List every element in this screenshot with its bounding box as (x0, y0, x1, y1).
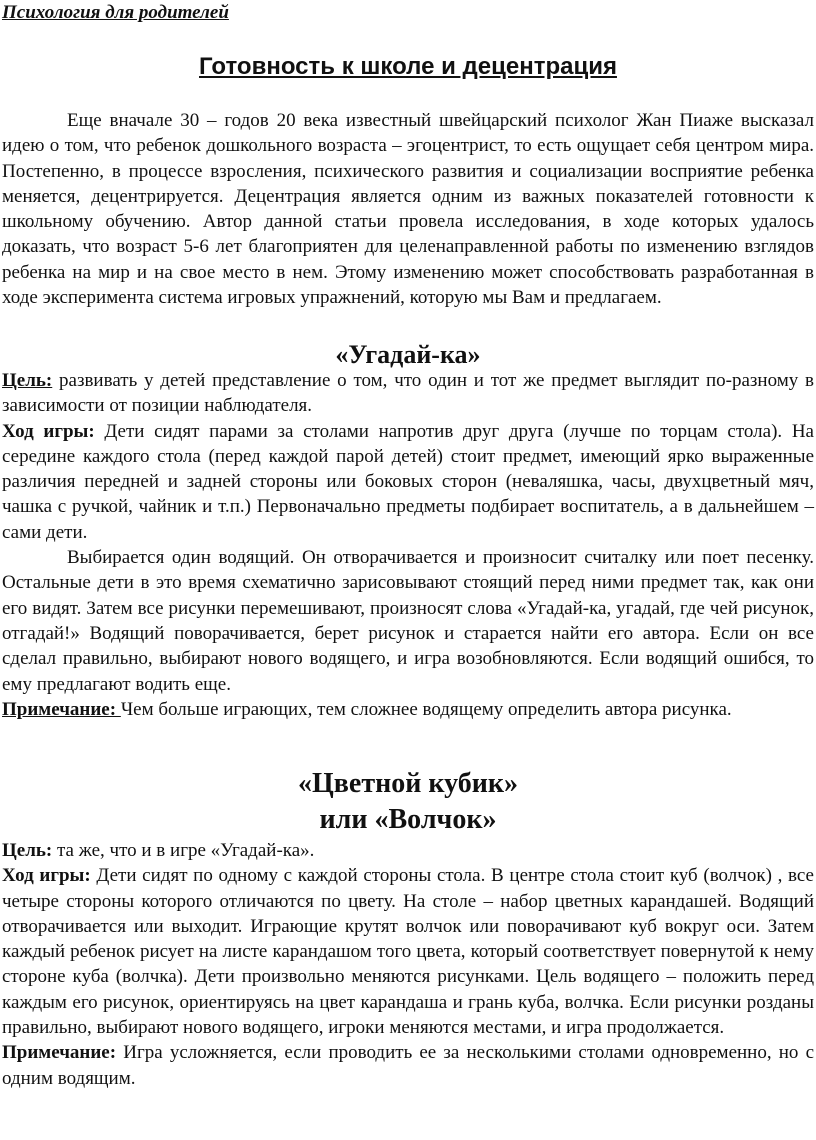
game2-goal-label: Цель: (2, 840, 53, 861)
game1-process-continued: Выбирается один водящий. Он отворачивается и произносит считалку или поет песенку. Остальные дети в это время схематично зарисовывают стоящий перед ними предмет так, как они его видят. Затем все рисунки перемешивают, произносят слова «Угадай-ка, угадай, где чей рисунок, отгадай!» Водящий поворачивается, берет рисунок и старается найти его автора. Если он все сделал правильно, выбирают нового водящего, и игра возобновляются. Если водящий ошибся, то ему предлагают водить еще. (2, 547, 814, 695)
game2-title-line1: «Цветной кубик» (298, 768, 518, 799)
game2-goal-text: та же, что и в игре «Угадай-ка». (52, 840, 315, 861)
game1-process-label: Ход игры: (2, 420, 95, 442)
game2-note (2, 1040, 814, 1091)
game2-note-label: Примечание: (2, 1042, 117, 1064)
game1-title: «Угадай-ка» (335, 340, 481, 369)
game1-note-label: Примечание: (2, 698, 121, 720)
game1-section (2, 368, 814, 722)
game2-title-line2: или «Волчок» (319, 804, 497, 835)
game1-process-text: Дети сидят парами за столами напротив друг друга (лучше по торцам стола). На середине каждого стола (перед каждой парой детей) стоит предмет, имеющий ярко выраженные различия передней и задней стороны или боковых сторон (неваляшка, часы, двухцветный мяч, чашка с ручкой, чайник и т.п.) Первоначально предметы подбирает воспитатель, а в дальнейшем – сами дети. (2, 420, 814, 543)
game1-note-text: Чем больше играющих, тем сложнее водящему определить автора рисунка. (120, 698, 732, 720)
game2-process-text: Дети сидят по одному с каждой стороны стола. В центре стола стоит куб (волчок) , все четыре стороны которого отличаются по цвету. На столе – набор цветных карандашей. Водящий отворачивается или выходит. Играющие крутят волчок или поворачивают куб вокруг оси. Затем каждый ребенок рисует на листе карандашом того цвета, который соответствует повернутой к нему стороне куба (волчка). Дети произвольно меняются рисунками. Цель водящего – положить перед каждым его рисунок, ориентируясь на цвет карандаша и грань куба, волчка. Если рисунки розданы правильно, выбирают нового водящего, игроки меняются местами, и игра продолжается. (2, 865, 814, 1039)
game1-goal-label: Цель: (2, 370, 53, 391)
game1-process (2, 419, 814, 545)
game2-section (2, 838, 814, 1091)
intro-section (2, 108, 814, 310)
intro-paragraph: Еще вначале 30 – годов 20 века известный швейцарский психолог Жан Пиаже высказал идею о том, что ребенок дошкольного возраста – эгоцентрист, то есть ощущает себя центром мира. Постепенно, в процессе взросления, психического развития и социализации восприятие ребенка меняется, децентрируется. Децентрация является одним из важных показателей готовности к школьному обучению. Автор данной статьи провела исследования, в ходе которых удалось доказать, что возраст 5-6 лет благоприятен для целенаправленной работы по изменению взглядов ребенка на мир и на свое место в нем. Этому изменению может способствовать разработанная в ходе эксперимента система игровых упражнений, которую мы Вам и предлагаем. (2, 110, 814, 309)
page-header: Психология для родителей (2, 2, 229, 23)
game1-goal (2, 368, 814, 419)
game1-note (2, 697, 814, 722)
article-title: Готовность к школе и децентрация (199, 53, 617, 80)
game2-goal (2, 838, 814, 863)
game1-goal-text: развивать у детей представление о том, что один и тот же предмет выглядит по-разному в зависимости от позиции наблюдателя. (2, 370, 814, 417)
game2-note-text: Игра усложняется, если проводить ее за несколькими столами одновременно, но с одним водящим. (2, 1042, 814, 1089)
game2-process-label: Ход игры: (2, 865, 91, 887)
game2-process (2, 863, 814, 1040)
